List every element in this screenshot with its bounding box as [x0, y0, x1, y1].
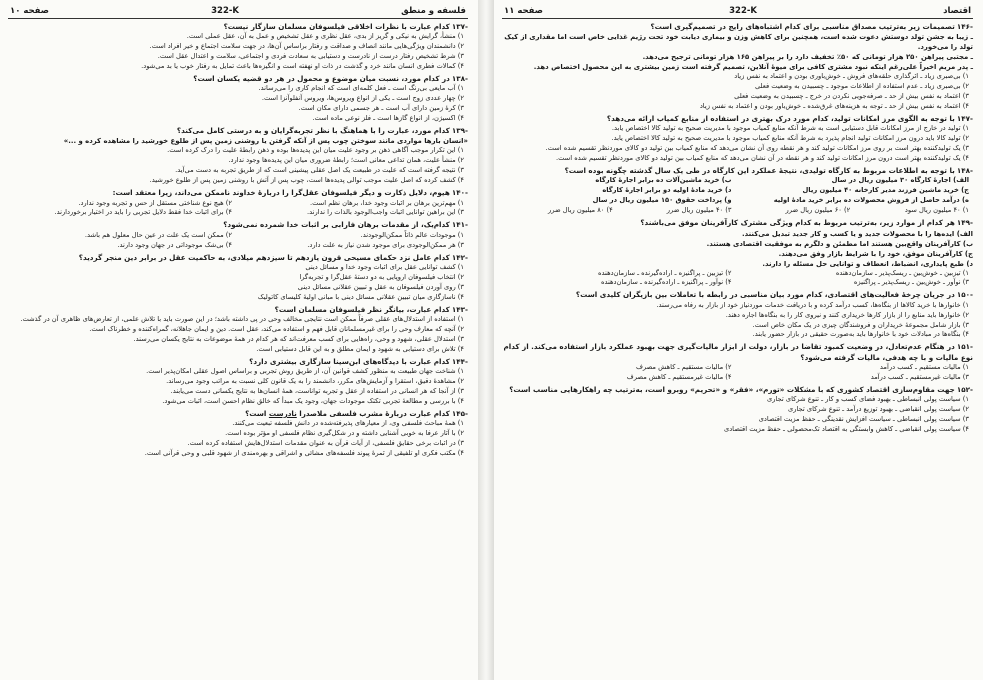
statement-item: ب) کارآفرینان واقع‌بین هستند اما مطمئن و دلگرم به موفقیت اقتصادی هستند.: [706, 239, 973, 248]
option: ۴) بی‌شک موجوداتی در جهان وجود دارند.: [117, 240, 232, 249]
option: ۴) ۸۰ میلیون ریال ضرر: [548, 206, 613, 215]
option: ۲) تیزبین ـ پراگنیزه ـ اراده‌گیرنده ـ سازمان‌دهنده: [598, 268, 732, 277]
data-items-grid: [502, 176, 973, 206]
option: ۴) کشف کرده که اصل علیت موجب توالی پدیده‌ها است، چوب پس از آتش با روشنی زمین پس از طلوع خورشید.: [149, 176, 464, 185]
question-stem: -۱۴۹هر کدام از موارد زیر، به‌ترتیب مربوط به کدام ویژگی مشترک کارآفرینان موفق می‌باشند؟: [640, 218, 973, 228]
option: ۳) سیاست پولی انبساطی ـ سیاست افزایش نقدینگی ـ حفظ مزیت اقتصادی: [758, 415, 969, 424]
data-item: ه) درآمد حاصل از فروش محصولات ده برابر خرید مادهٔ اولیه: [773, 196, 969, 205]
option: ۳) بازار شامل مجموعهٔ خریداران و فروشندگان چیزی در یک مکان خاص است.: [752, 320, 969, 329]
option: ۲) خانوارها باید منابع را از بازار کارها خریداری کنند و نیروی کار را به بنگاه‌ها اجاره دهند.: [725, 310, 969, 319]
option: ۱) سیاست پولی انبساطی ـ بهبود فضای کسب و کار ـ تنوع شرکای تجاری: [767, 395, 969, 404]
option: ۱) مالیات مستقیم ـ کسب درآمد: [879, 363, 969, 372]
question-149: [502, 218, 973, 288]
option: ۳) استدلال عقلی، شهود و وحی، راه‌هایی برای کسب معرفت‌اند که هر کدام در همهٔ موضوعات به نتایج یکسان می‌رسند.: [133, 334, 464, 343]
question-stem: -۱۴۸با توجه به اطلاعات مربوط به کارگاه تولیدی، نتیجهٔ عملکرد این کارگاه در طی یک سال گذشته چگونه بوده است؟: [564, 166, 973, 176]
data-item: د) خرید مادهٔ اولیه دو برابر اجارهٔ کارگاه: [602, 186, 732, 195]
page-subject: فلسفه و منطق: [401, 6, 466, 16]
statement-item: د) طبع پایداری، انضباط، انعطاف و توانایی حل مسئله را دارند.: [762, 259, 973, 268]
option: ۴) اکسیژن، از انواع گازها است ـ فلز نوعی ماده است.: [312, 114, 464, 123]
options-grid: [8, 231, 468, 251]
data-item: الف) اجارهٔ کارگاه ۳۰ میلیون ریال در سال: [831, 176, 969, 185]
right-page: [494, 0, 983, 680]
option: ۴) کمالات فطری انسان مانند خرد و گذشت در ذات او نهفته است و انگیزه‌ها باعث تمایل به رفتار خوب یا بد می‌شود.: [141, 62, 464, 71]
option: ۲) بی‌صبری زیاد ـ عدم استفاده از اطلاعات موجود ـ چسبیدن به وضعیت فعلی: [754, 82, 969, 91]
option: ۴) اعتماد به نفس بیش از حد ـ توجه به هزینه‌های غرق‌شده ـ خوش‌باور بودن و اعتماد به نفس زیاد: [699, 102, 969, 111]
option: ۲) آنچه که معارف وحی را برای غیرمسلمانان قابل فهم و استفاده می‌کند، عقل است. دین و ایمان جاهلانه، گمراه‌کننده و خطرناک است.: [89, 324, 464, 333]
option: ۳) مالیات غیرمستقیم ـ کسب درآمد: [870, 373, 969, 382]
option: ۳) نتیجه گرفته است که علیت در طبیعت یک اصل عقلی پیشینی است که از طریق تجربه به دست می‌آید.: [175, 166, 464, 175]
option: ۳) ۴۰ میلیون ریال ضرر: [666, 206, 732, 215]
question-152: [502, 385, 973, 435]
book-gutter: [478, 0, 494, 680]
options-grid: [502, 363, 973, 383]
data-item: ج) خرید ماشین فرزند مدیر کارخانه ۴۰ میلیون ریال: [802, 186, 969, 195]
question-stem: -۱۴۳کدام عبارت، بیانگر نظر فیلسوفان مسلمان است؟: [274, 304, 468, 314]
option: ۲) منشأ علیت، همان تداعی معانی است؛ رابطهٔ ضروری میان این پدیده‌ها وجود ندارد.: [228, 156, 464, 165]
option: ۱) بی‌صبری زیاد ـ اثرگذاری حلقه‌های فروش ـ خوش‌باوری بودن و اعتماد به نفس زیاد: [734, 72, 969, 81]
question-146: [502, 22, 973, 112]
question-stem: -۱۵۰در جریان چرخهٔ فعالیت‌های اقتصادی، کدام مورد بیان مناسبی در رابطه با تعاملات بین بازیگران کلیدی است؟: [575, 290, 973, 300]
question-137: [8, 22, 468, 72]
question-stem: -۱۴۵کدام عبارت دربارهٔ مشرب فلسفی ملاصدرا نادرست است؟: [245, 408, 468, 418]
option: ۴) نوآور ـ پراگنیزه ـ اراده‌گیرنده ـ سازمان‌دهنده: [600, 278, 732, 287]
option: ۱) شناخت جهان طبیعت به منظور کشف قوانین آن، از طریق روش تجربی و براساس اصول عقلی امکان‌پذیر است.: [146, 367, 464, 375]
question-stem: -۱۳۹کدام مورد، عبارت را با هماهنگ با نظر تجربه‌گرایان و به درستی کامل می‌کند؟: [176, 126, 468, 136]
option: ۱) همهٔ مباحث فلسفی وی، از معیارهای پذیرفته‌شده در دانش فلسفه تبعیت می‌کنند.: [232, 419, 464, 428]
option: ۳) روی آوردن فیلسوفان به عقل و تبیین عقلانی مسائل دینی: [297, 282, 464, 291]
option: ۱) موجودات عالم ذاتاً ممکن‌الوجودند.: [360, 230, 464, 239]
option: ۳) هر ممکن‌الوجودی برای موجود شدن نیاز به علت دارد.: [307, 240, 464, 249]
option: ۳) شرط تشخیص رفتار درست از نادرست و دستیابی به سعادت فردی و اجتماعی، سلامت و اعتدال عقل است.: [157, 52, 464, 61]
underlined-keyword: نادرست: [268, 408, 297, 418]
option: ۲) سیاست پولی انقباضی ـ بهبود توزیع درآمد ـ تنوع شرکای تجاری: [788, 405, 969, 414]
page-subject: اقتصاد: [943, 6, 971, 16]
option: ۲) با آثار عرفا به خوبی آشنایی داشته و در شکل‌گیری نظام فلسفی او مؤثر بوده است.: [225, 428, 464, 437]
question-stem: -۱۴۶تصمیمات زیر به‌ترتیب مصداق مناسبی برای کدام اشتباه‌های رایج در تصمیم‌گیری است؟: [650, 22, 973, 31]
option: ۲) هیچ نوع شناختی مستقل از حس و تجربه وجود ندارد.: [78, 198, 232, 207]
question-150: [502, 290, 973, 340]
scenario-item: ـ مجتبی پیراهن ۲۵۰ هزار تومانی که ۵۰٪ تخفیف دارد را بر پیراهن ۱۶۵ هزار تومانی ترجیح می‌دهد.: [642, 53, 973, 62]
question-142: [8, 253, 468, 303]
option: ۱) تولید در خارج از مرز امکانات قابل دستیابی است به شرط آنکه منابع کمیاب موجود با مدیریت صحیح به تولید کالا اختصاص یابد.: [611, 124, 969, 133]
option: ۳) یک تولیدکننده بهتر است بر روی مرز امکانات تولید کند و هر نقطه روی آن نشان می‌دهد که منابع کمیاب بین تولید دو کالای موردنظر تقسیم شده است.: [545, 144, 969, 153]
statement-item: الف) ایده‌ها را با محصولات جدید و یا کسب و کار جدید تبدیل می‌کنند.: [742, 229, 973, 238]
option: ۳) از آنجا که هر انسانی در استفاده از عقل و تجربه تواناست، همهٔ انسان‌ها به نتایج یکسانی دست می‌یابند.: [170, 386, 464, 395]
question-143: [8, 305, 468, 355]
option: ۲) مالیات مستقیم ـ کاهش مصرف: [636, 363, 732, 372]
exam-code: 322-K: [729, 6, 757, 16]
page-number: صفحه ۱۰: [10, 6, 49, 16]
option: ۴) برای اثبات خدا فقط دلایل تجربی را باید در اختیار برخوردارند.: [54, 208, 232, 217]
question-144: [8, 357, 468, 407]
question-stem: -۱۴۰هیوم، دلایل ذکارت و دیگر فیلسوفان عقل‌گرا را دربارهٔ خداوند ناممکن می‌داند، زیرا معتقد است:: [112, 188, 468, 198]
option: ۲) ۶۰ میلیون ریال ضرر: [785, 206, 851, 215]
statement-item: ج) کارآفرینان موفق، خود را با شرایط بازار وفق می‌دهند.: [778, 249, 973, 258]
question-141: [8, 220, 468, 250]
left-page: [0, 0, 478, 680]
option: ۲) ممکن است یک علت در عین حال معلول هم باشد.: [84, 230, 232, 239]
option: ۱) منشأ، گرایش به نیکی و گریز از بدی، عقل نظری و عقل تشخیص و عمل به آن، عقل عملی است.: [186, 32, 464, 41]
option: ۱) این تکرار موجب آگاهی ذهن بر وجود علیت میان این پدیده‌ها بوده و ذهن رابطهٔ علیت را درک کرده است.: [167, 146, 464, 155]
question-stem: -۱۵۲جهت مقاوم‌سازی اقتصاد کشوری که با مشکلات «تورم»، «فقر» و «تحریم» روبرو است، به‌ترتیب چه راهکارهایی مناسب است؟: [509, 384, 973, 394]
option: ۳) کرهٔ زمین دارای آب است ـ هر جسمی دارای مکان است.: [298, 104, 464, 113]
question-stem: -۱۴۷با توجه به الگوی مرز امکانات تولید، کدام مورد درک بهتری در استفاده از منابع کمیاب ارائه می‌دهد؟: [606, 114, 973, 124]
question-145: [8, 409, 468, 459]
question-139: [8, 126, 468, 186]
page-number: صفحه ۱۱: [504, 6, 543, 16]
options-grid: [8, 199, 468, 219]
option: ۱) کشف توانایی عقل برای اثبات وجود خدا و مسائل دینی: [305, 262, 464, 271]
options-grid: [502, 206, 973, 216]
option: ۴) مالیات غیرمستقیم ـ کاهش مصرف: [626, 373, 732, 382]
option: ۲) دانشمندان ویژگی‌هایی مانند انصاف و صداقت و رفتار براساس آن‌ها، در جهت سلامت اجتماع و خیر افراد است.: [149, 42, 464, 51]
option: ۴) ناسازگاری میان تبیین عقلانی مسائل دینی با مبانی اولیهٔ کلیسای کاتولیک: [257, 292, 464, 301]
option: ۴) یک تولیدکننده بهتر است درون مرز امکانات تولید کند و هر نقطه در آن نشان می‌دهد که منابع کمیاب بین تولید دو کالای موردنظر تقسیم شده است.: [555, 154, 969, 163]
option: ۱) مهم‌ترین برهان بر اثبات وجود خدا، برهان نظم است.: [309, 198, 464, 207]
option: ۱) استفاده از استدلال‌های عقلی صرفاً ممکن است نتایجی مخالف وحی در پی داشته باشد؛ در این صورت باید با تلاش علمی، از تعارض‌های ظاهری آن در گذشت.: [20, 314, 464, 323]
option: ۴) با بررسی و مطالعهٔ تجربی تکتک موجودات جهان، وجود یک مبدأ که خالق نظام احسن است، اثبات می‌شود.: [162, 396, 464, 405]
question-stem: -۱۴۴کدام عبارت با دیدگاه‌های ابن‌سینا سازگاری بیشتری دارد؟: [249, 356, 468, 366]
options-grid: [502, 269, 973, 289]
question-stem: -۱۳۷کدام عبارت با نظرات اخلاقی فیلسوفان مسلمان سازگار نیست؟: [223, 22, 468, 31]
option: ۴) بنگاه‌ها در مبادلات خود با خانوارها باید به‌صورت حقیقی در بازار حضور یابند.: [752, 330, 969, 339]
question-148: [502, 166, 973, 216]
option: ۴) تلاش برای دستیابی به شهود و ایمان مطلق و به این قابل دستیابی است.: [256, 344, 464, 353]
question-stem: -۱۵۱در هنگام عدم‌تعادل، در وضعیت کمبود تقاضا در بازار، دولت از ابزار مالیات‌گیری جهت بهبود عملکرد بازار استفاده می‌کند. از کدام نوع مالیات و با چه هدفی، مالیات گرفته می‌شود؟: [503, 342, 973, 362]
exam-code: 322-K: [211, 6, 239, 16]
question-151: [502, 342, 973, 383]
option: ۲) چهار عددی زوج است ـ یکی از انواع ویروس‌ها، ویروس آنفلوآنزا است.: [261, 94, 464, 103]
question-quote: «انسان بارها مواردی مانند سوختن چوب پس از آنکه گرفتن یا روشنی زمین پس از طلوع خورشید را مشاهده کرده و ...»: [63, 137, 468, 146]
option: ۴) مکتب فکری او تلفیقی از ثمرهٔ پیوند فلسفه‌های مشائی و اشراقی و بهره‌مندی از شهود قلبی و وحی قرآنی است.: [144, 448, 464, 457]
question-stem: -۱۴۱کدام‌یک، از مقدمات برهان فارابی بر اثبات خدا شمرده نمی‌شود؟: [223, 220, 468, 230]
option: ۳) این براهین توانایی اثبات واجب‌الوجود بالذات را ندارند.: [307, 208, 464, 217]
question-147: [502, 114, 973, 164]
option: ۳) اعتماد به نفس بیش از حد ـ صرفه‌جویی نکردن در خرج ـ چسبیدن به وضعیت فعلی: [734, 92, 969, 101]
scenario-item: ـ پدر مریم اخیراً علی‌رغم اینکه نبود مشتری کافی برای میوهٔ آنلاین، تصمیم گرفته است زمین بیشتری به این محصول اختصاص دهد.: [533, 63, 973, 72]
option: ۳) نوآور ـ خوش‌بین ـ ریسک‌پذیر ـ پراگنیزه: [853, 278, 969, 287]
question-138: [8, 74, 468, 124]
scenario-item: ـ زیبا به جشن تولد دوستش دعوت شده است، همچنین برای کاهش وزن و بیماری دیابت خود تحت رژیم غذایی خاص است اما مقداری از کیک تولد را می‌خورد.: [504, 33, 973, 52]
option: ۱) ۴۰ میلیون ریال سود: [904, 206, 969, 215]
data-item: ب) خرید ماشین‌آلات ده برابر اجارهٔ کارگاه: [595, 176, 732, 185]
option: ۲) مشاهدهٔ دقیق، استقرا و آزمایش‌های مکرر، دانشمند را به یک قانون کلی نسبت به مراتب وجود می‌رساند.: [166, 376, 464, 385]
option: ۲) تولید کالا باید درون مرز امکانات تولید انجام پذیرد به شرط آنکه منابع کمیاب موجود با مدیریت صحیح به تولید کالا اختصاص یابد.: [611, 134, 969, 143]
question-stem: -۱۴۲کدام عامل نزد حکمای مسیحی قرون یازدهم تا سیزدهم میلادی، به حاکمیت عقل در برابر دین منجر گردید؟: [78, 252, 468, 262]
option: ۱) تیزبین ـ خوش‌بین ـ ریسک‌پذیر ـ سازمان‌دهنده: [835, 268, 969, 277]
page-header: [502, 6, 973, 19]
option: ۲) انتخاب فیلسوفان اروپایی به دو دستهٔ عقل‌گرا و تجربه‌گرا: [299, 272, 464, 281]
question-140: [8, 188, 468, 218]
page-header: [8, 6, 468, 19]
option: ۴) سیاست پولی انقباضی ـ کاهش وابستگی به اقتصاد تک‌محصولی ـ حفظ مزیت اقتصادی: [723, 425, 969, 434]
data-item: و) پرداخت حقوق ۱۵۰ میلیون ریال در سال: [592, 196, 732, 205]
option: ۱) خانوارها با خرید کالاها از بنگاه‌ها، کسب درآمد کرده و با دریافت خدمات موردنیاز خود از بازار به رفاه می‌رسند.: [656, 300, 969, 309]
question-stem: -۱۳۸در کدام مورد، نسبت میان موضوع و محمول در هر دو قضیه یکسان است؟: [193, 74, 468, 84]
option: ۱) آب مایعی بی‌رنگ است ـ فعل کلمه‌ای است که انجام کاری را می‌رساند.: [258, 84, 464, 93]
option: ۳) در اثبات برخی حقایق فلسفی، از آیات قرآن به عنوان مقدمات استدلال‌هایش استفاده کرده است.: [187, 438, 464, 447]
